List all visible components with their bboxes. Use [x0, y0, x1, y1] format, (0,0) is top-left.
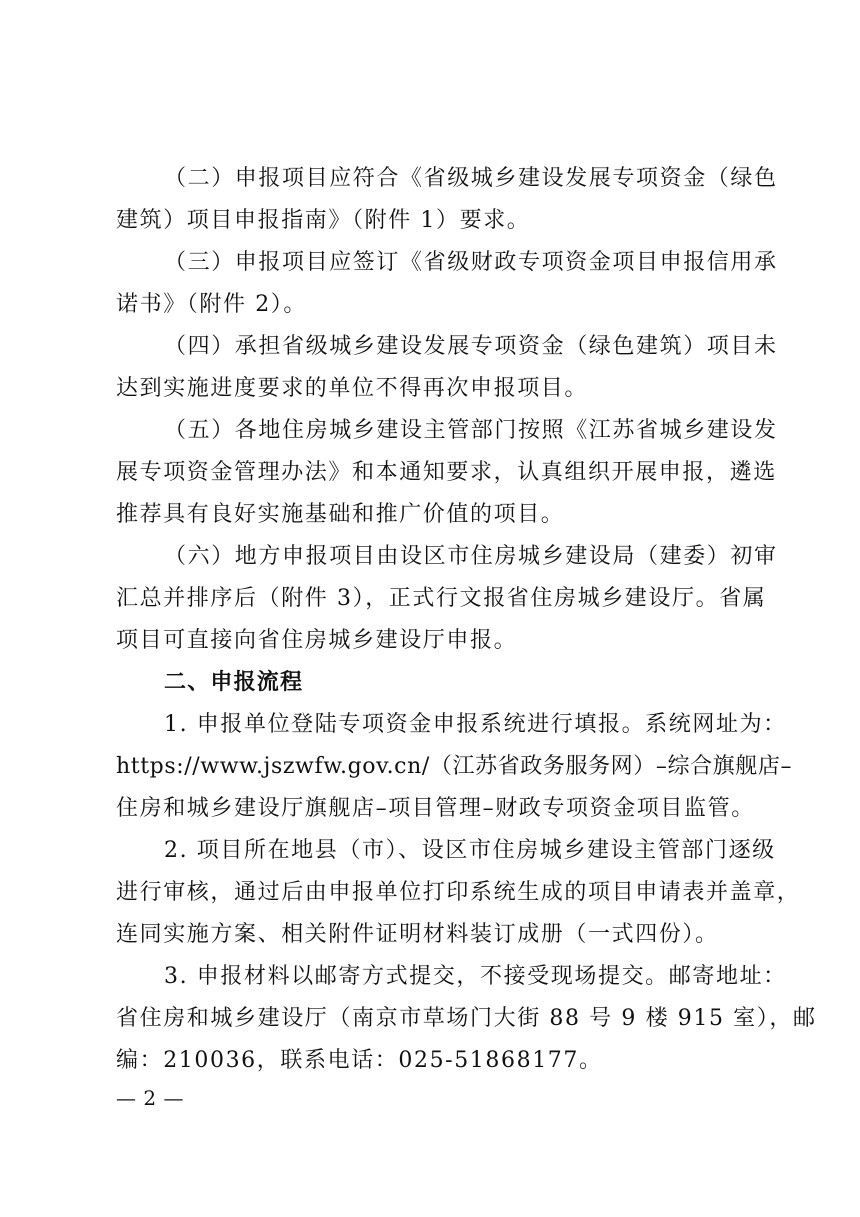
paragraph-3-line-2: 诺书》（附件 2）。	[116, 292, 307, 317]
step-3-line-2: 省住房和城乡建设厅（南京市草场门大街 88 号 9 楼 915 室），邮	[116, 1006, 817, 1031]
step-2-line-1: 2. 项目所在地县（市）、设区市住房城乡建设主管部门逐级	[164, 838, 776, 863]
paragraph-5-line-1: （五）各地住房城乡建设主管部门按照《江苏省城乡建设发	[164, 418, 778, 443]
paragraph-2-line-1: （二）申报项目应符合《省级城乡建设发展专项资金（绿色	[164, 166, 778, 191]
section-heading-application-process: 二、申报流程	[164, 670, 304, 695]
step-2-line-3: 连同实施方案、相关附件证明材料装订成册（一式四份）。	[116, 922, 719, 947]
paragraph-5-line-2: 展专项资金管理办法》和本通知要求，认真组织开展申报，遴选	[116, 460, 777, 485]
paragraph-2-line-2: 建筑）项目申报指南》（附件 1）要求。	[116, 208, 531, 233]
step-1-line-3: 住房和城乡建设厅旗舰店–项目管理–财政专项资金项目监管。	[116, 796, 755, 821]
step-2-line-2: 进行审核，通过后由申报单位打印系统生成的项目申请表并盖章，	[116, 880, 801, 905]
step-1-line-2: https://www.jszwfw.gov.cn/（江苏省政务服务网）–综合旗舰店–	[116, 754, 793, 779]
page-number: — 2 —	[116, 1086, 184, 1110]
step-3-line-1: 3. 申报材料以邮寄方式提交，不接受现场提交。邮寄地址：	[164, 964, 787, 989]
paragraph-4-line-1: （四）承担省级城乡建设发展专项资金（绿色建筑）项目未	[164, 334, 778, 359]
step-1-line-1: 1. 申报单位登陆专项资金申报系统进行填报。系统网址为：	[164, 712, 787, 737]
paragraph-6-line-1: （六）地方申报项目由设区市住房城乡建设局（建委）初审	[164, 544, 778, 569]
step-3-line-3: 编：210036，联系电话：025-51868177。	[116, 1048, 603, 1073]
paragraph-5-line-3: 推荐具有良好实施基础和推广价值的项目。	[116, 502, 565, 527]
paragraph-3-line-1: （三）申报项目应签订《省级财政专项资金项目申报信用承	[164, 250, 778, 275]
paragraph-6-line-3: 项目可直接向省住房城乡建设厅申报。	[116, 628, 518, 653]
paragraph-6-line-2: 汇总并排序后（附件 3），正式行文报省住房城乡建设厅。省属	[116, 586, 767, 611]
paragraph-4-line-2: 达到实施进度要求的单位不得再次申报项目。	[116, 376, 589, 401]
